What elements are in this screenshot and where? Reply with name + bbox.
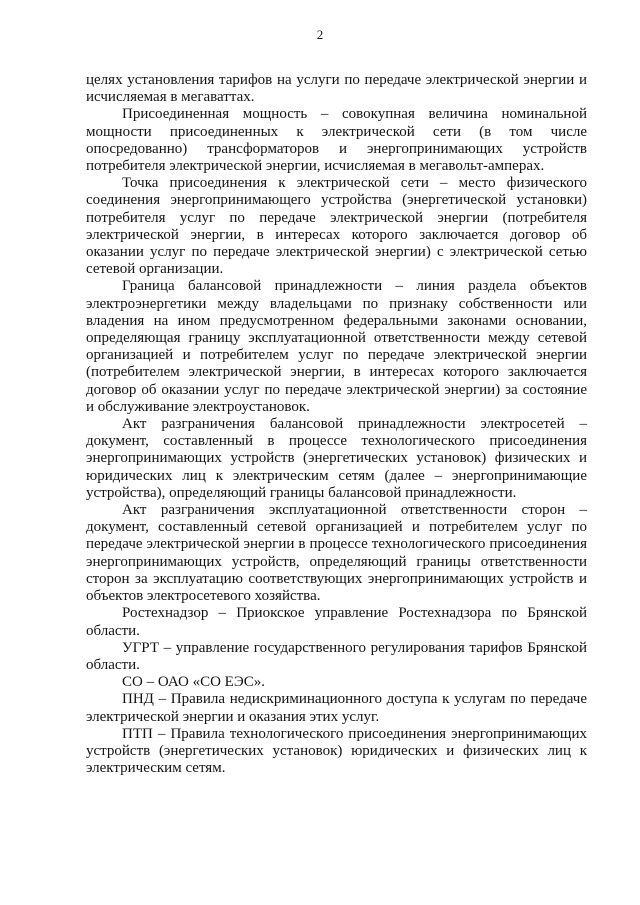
paragraph-so: СО – ОАО «СО ЕЭС».	[122, 674, 265, 691]
document-body	[86, 72, 587, 777]
paragraph-operational-act: Акт разграничения эксплуатационной ответственности сторон – документ, составленный сетевой организацией и потребителем услуг по передаче электрической энергии в процессе технологического присоединения энергопринимающих устройств, определяющий границы ответственности сторон за эксплуатацию соответствующих энергопринимающих устройств и объектов электросетевого хозяйства.	[86, 502, 587, 605]
paragraph-rostekhnadzor: Ростехнадзор – Приокское управление Ростехнадзора по Брянской области.	[86, 605, 587, 639]
paragraph-tariff-continuation: целях установления тарифов на услуги по передаче электрической энергии и исчисляемая в мегаваттах.	[86, 72, 587, 106]
paragraph-connection-point: Точка присоединения к электрической сети – место физического соединения энергопринимающего устройства (энергетической установки) потребителя услуг по передаче электрической энергии (потребителя электрической энергии, в интересах которого заключается договор об оказании услуг по передаче электрической энергии) с электрической сетью сетевой организации.	[86, 175, 587, 278]
paragraph-balance-act: Акт разграничения балансовой принадлежности электросетей – документ, составленный в процессе технологического присоединения энергопринимающих устройств (энергетических установок) физических и юридических лиц к электрическим сетям (далее – энергопринимающие устройства), определяющий границы балансовой принадлежности.	[86, 416, 587, 501]
paragraph-pnd: ПНД – Правила недискриминационного доступа к услугам по передаче электрической энергии и оказания этих услуг.	[86, 691, 587, 725]
paragraph-ptp: ПТП – Правила технологического присоединения энергопринимающих устройств (энергетических установок) юридических и физических лиц к электрическим сетям.	[86, 725, 587, 777]
paragraph-ugrt: УГРТ – управление государственного регулирования тарифов Брянской области.	[86, 639, 587, 673]
paragraph-balance-boundary: Граница балансовой принадлежности – линия раздела объектов электроэнергетики между владельцами по признаку собственности или владения на ином предусмотренном федеральными законами основании, определяющая границу эксплуатационной ответственности между сетевой организацией и потребителем услуг по передаче электрической энергии (потребителем электрической энергии, в интересах которого заключается договор об оказании услуг по передаче электрической энергии) за состояние и обслуживание электроустановок.	[86, 278, 587, 415]
paragraph-connected-capacity: Присоединенная мощность – совокупная величина номинальной мощности присоединенных к электрической сети (в том числе опосредованно) трансформаторов и энергопринимающих устройств потребителя электрической энергии, исчисляемая в мегавольт-амперах.	[86, 106, 587, 175]
page-number: 2	[316, 27, 324, 42]
